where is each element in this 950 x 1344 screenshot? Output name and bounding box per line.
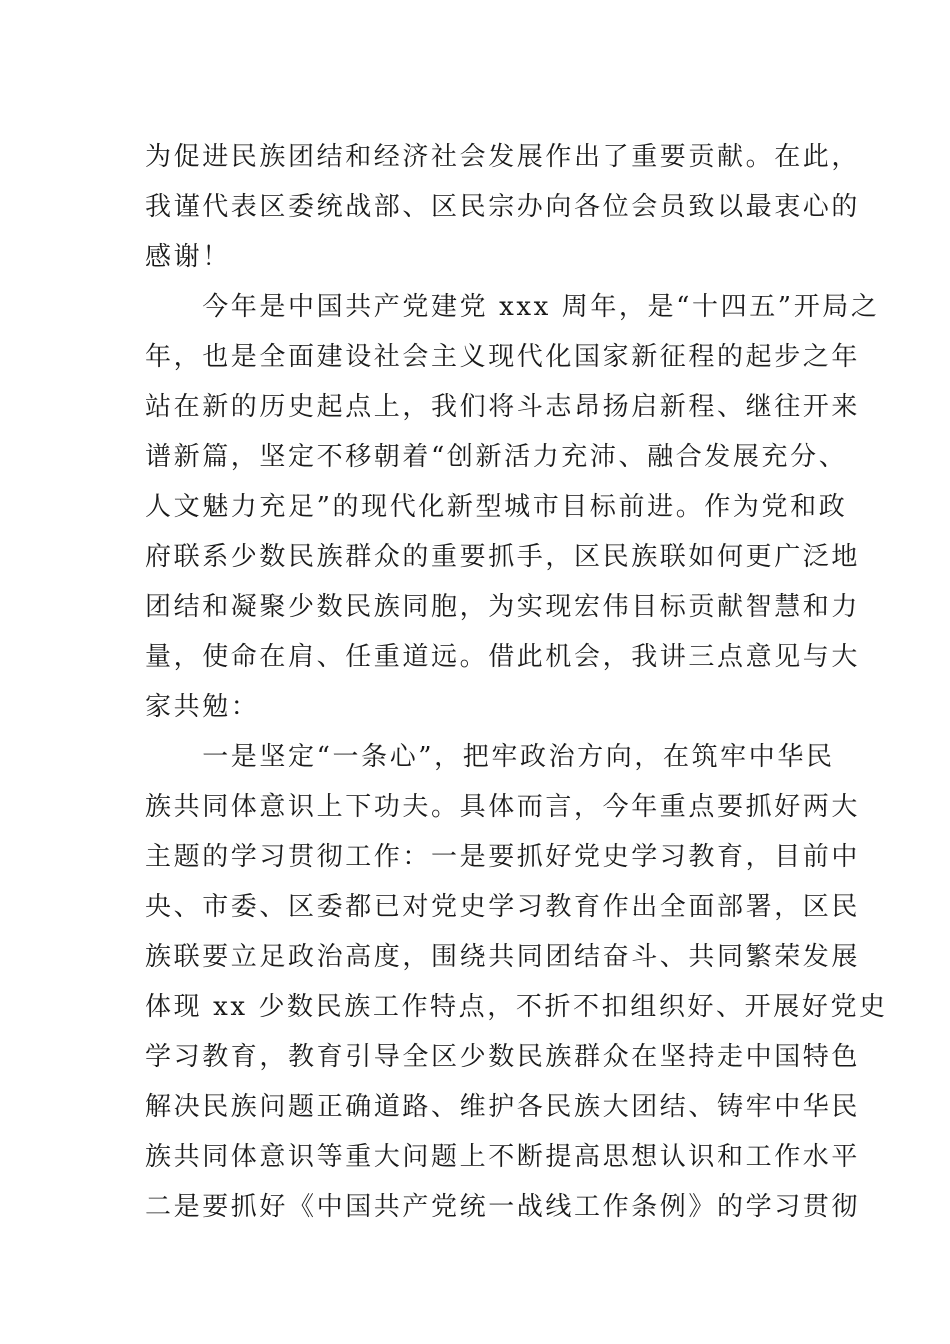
text-line: 府联系少数民族群众的重要抓手，区民族联如何更广泛地	[145, 542, 861, 572]
text-line: 量，使命在肩、任重道远。借此机会，我讲三点意见与大	[145, 642, 861, 672]
text-line: 我谨代表区委统战部、区民宗办向各位会员致以最衷心的	[145, 192, 861, 222]
text-line: 主题的学习贯彻工作：一是要抓好党史学习教育，目前中	[145, 842, 861, 872]
text-line: 二是要抓好《中国共产党统一战线工作条例》的学习贯彻	[145, 1192, 861, 1222]
body-text	[145, 132, 888, 1232]
text-line: 央、市委、区委都已对党史学习教育作出全面部署，区民	[145, 892, 861, 922]
paragraph-start-line: 一是坚定“一条心”，把牢政治方向，在筑牢中华民	[145, 742, 835, 772]
text-line: 学习教育，教育引导全区少数民族群众在坚持走中国特色	[145, 1042, 861, 1072]
text-line: 站在新的历史起点上，我们将斗志昂扬启新程、继往开来	[145, 392, 861, 422]
text-line: 族联要立足政治高度，围绕共同团结奋斗、共同繁荣发展	[145, 942, 861, 972]
text-line: 家共勉：	[145, 692, 260, 722]
text-line: 谱新篇，坚定不移朝着“创新活力充沛、融合发展充分、	[145, 442, 848, 472]
text-line: 体现 xx 少数民族工作特点，不折不扣组织好、开展好党史	[145, 992, 888, 1022]
text-line: 人文魅力充足”的现代化新型城市目标前进。作为党和政	[145, 492, 848, 522]
text-line: 族共同体意识等重大问题上不断提高思想认识和工作水平	[145, 1142, 861, 1172]
paragraph-start-line: 今年是中国共产党建党 xxx 周年，是“十四五”开局之	[145, 292, 880, 322]
text-line: 为促进民族团结和经济社会发展作出了重要贡献。在此，	[145, 142, 861, 172]
text-line: 年，也是全面建设社会主义现代化国家新征程的起步之年	[145, 342, 861, 372]
text-line: 感谢！	[145, 242, 231, 272]
text-line: 解决民族问题正确道路、维护各民族大团结、铸牢中华民	[145, 1092, 861, 1122]
text-line: 族共同体意识上下功夫。具体而言，今年重点要抓好两大	[145, 792, 861, 822]
text-line: 团结和凝聚少数民族同胞，为实现宏伟目标贡献智慧和力	[145, 592, 861, 622]
